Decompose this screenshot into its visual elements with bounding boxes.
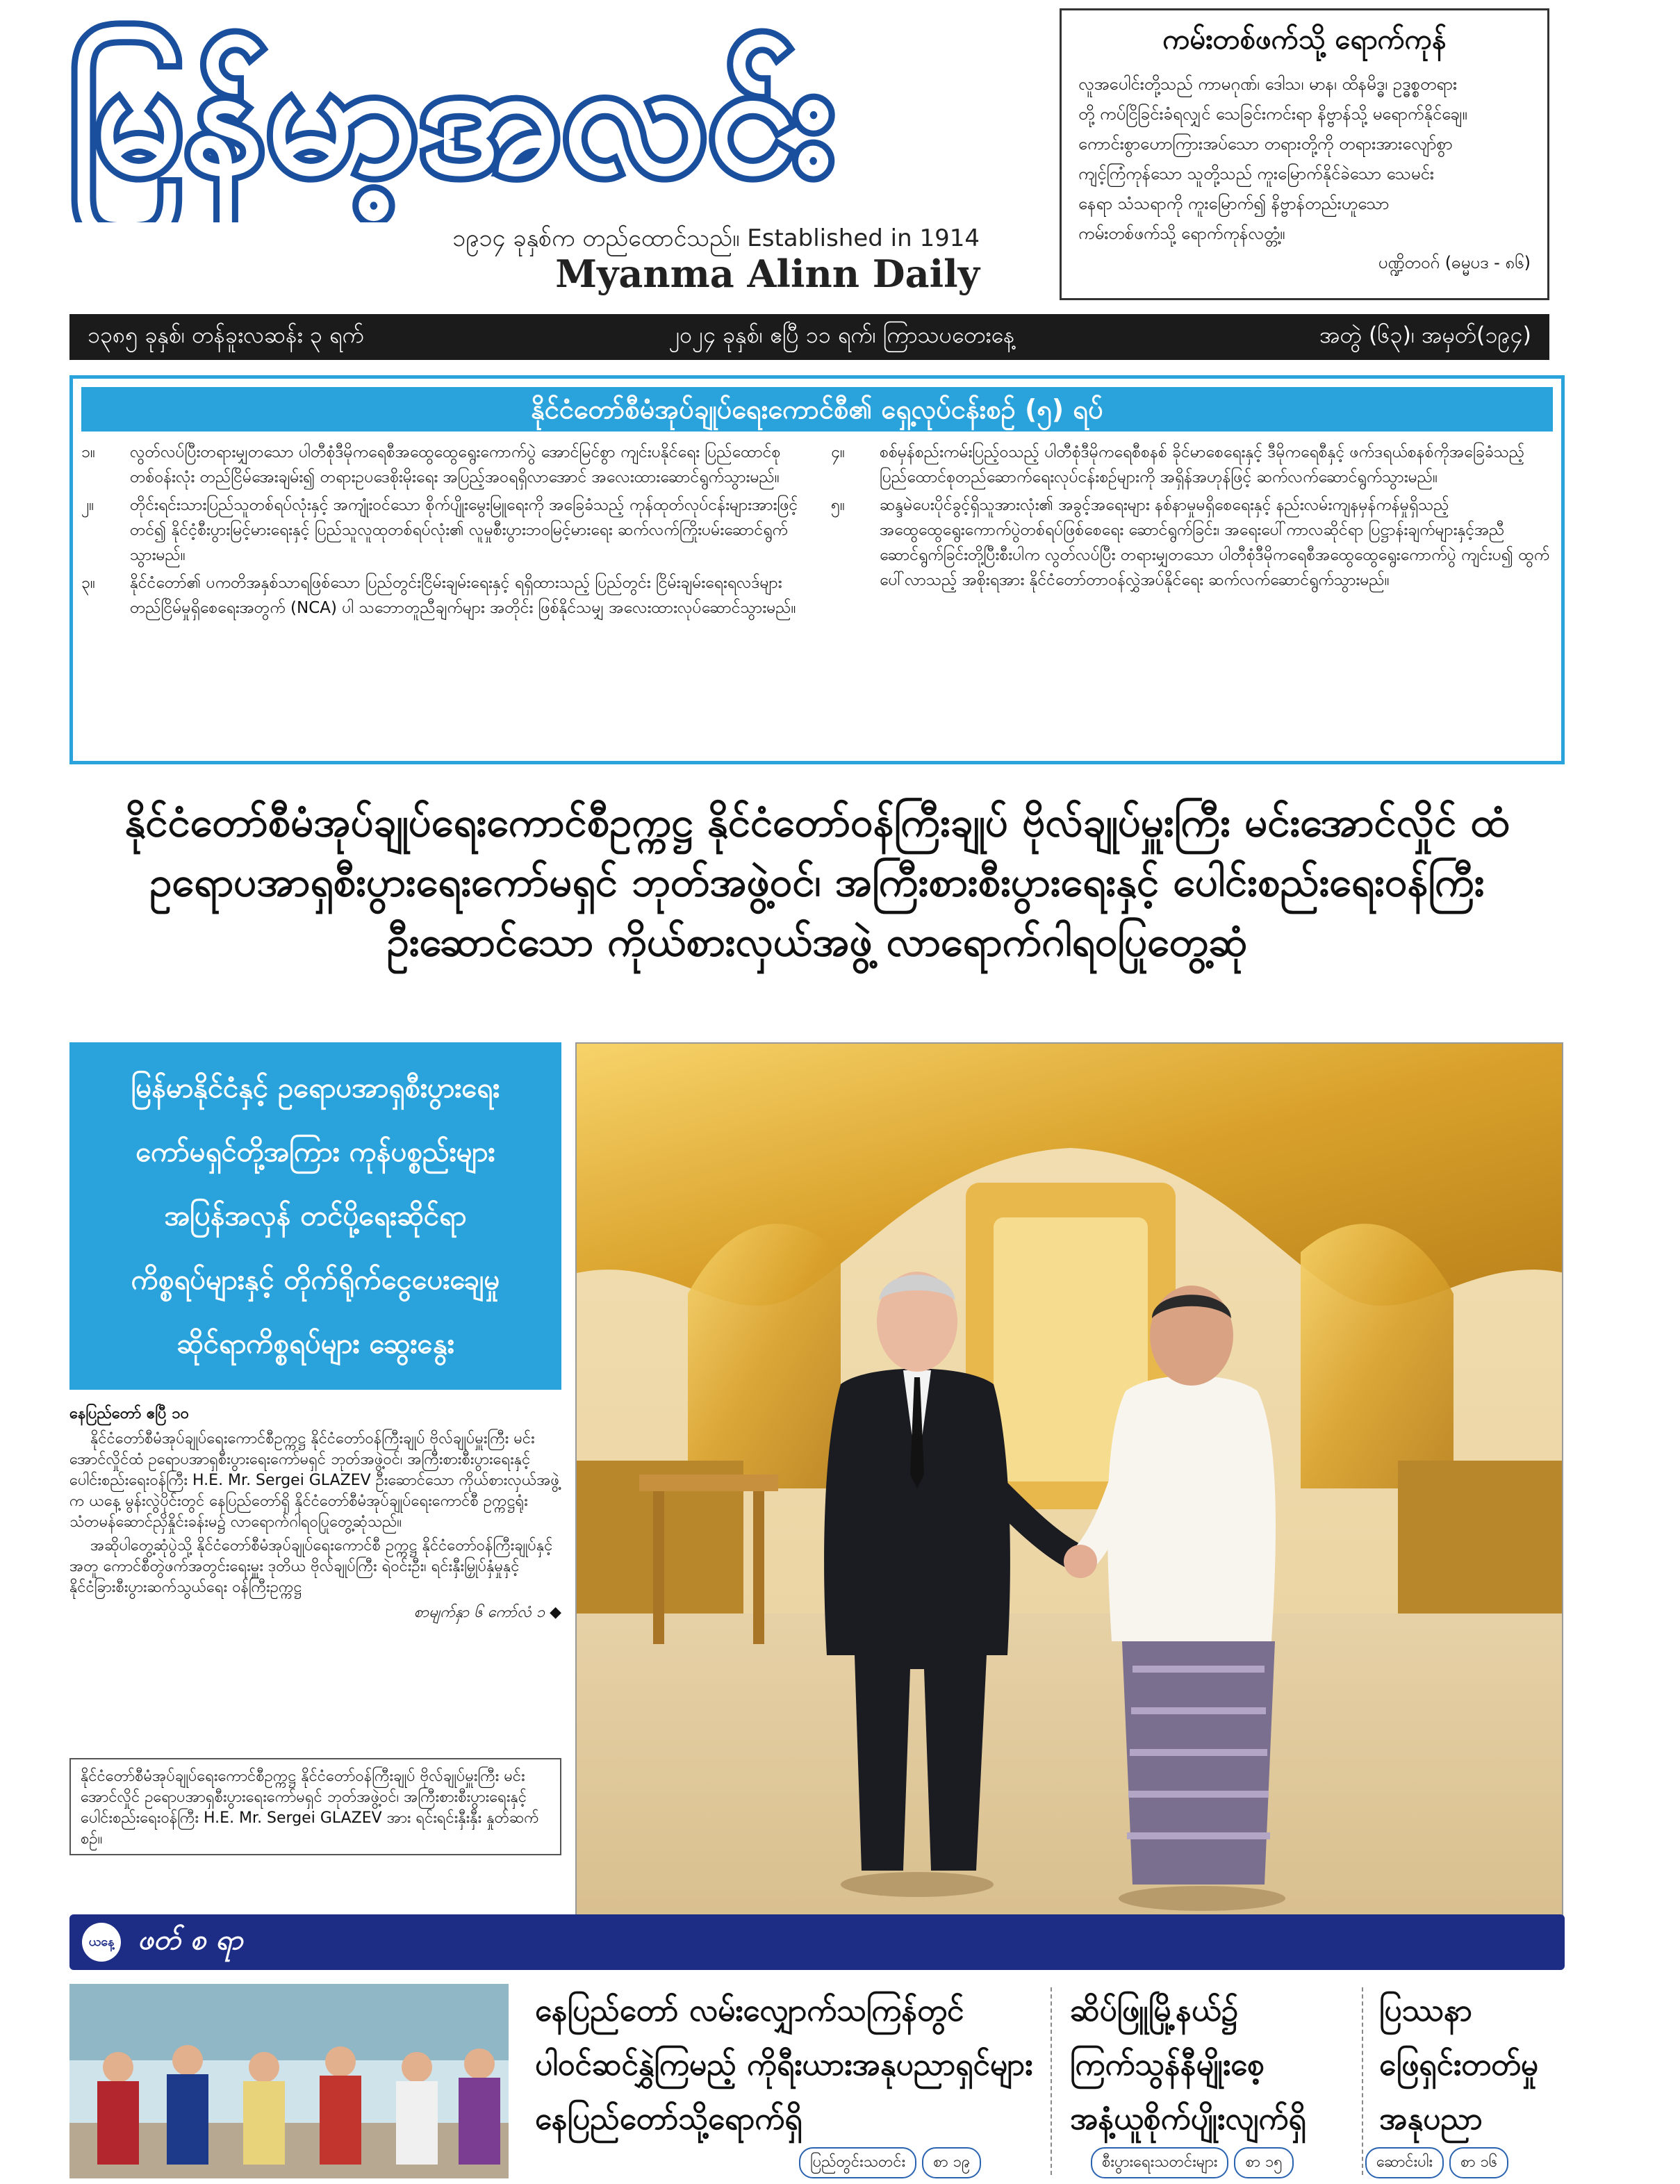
article-body bbox=[69, 1404, 561, 1623]
objective-item bbox=[831, 493, 1553, 593]
today-reading-label: ဖတ် စ ရာ bbox=[138, 1923, 243, 1956]
page-ref: စာ ၁၅ bbox=[1234, 2147, 1293, 2178]
objective-item bbox=[831, 440, 1553, 490]
festival-photo-illustration bbox=[69, 1984, 509, 2178]
teaser-headline-line: ကြက်သွန်နီမျိုးစေ့ bbox=[1070, 2047, 1265, 2083]
subheadline-line: ဆိုင်ရာကိစ္စရပ်များ ဆွေးနွေး bbox=[176, 1328, 454, 1360]
objective-text: စစ်မှန်စည်းကမ်းပြည့်ဝသည့် ပါတီစုံဒီမိုကရေစီစနစ် ခိုင်မာစေရေးနှင့် ဒီမိုကရေစီနှင့် ဖက်ဒရယ်စနစ်ကိုအခြေခံသည့် ပြည်ထောင်စုတည်ဆောက်ရေးလုပ်ငန်းစဉ်များကို အရှိန်အဟုန်ဖြင့် ဆက်လက်ဆောင်ရွက်သွားမည်။ bbox=[880, 443, 1525, 486]
teaser-photo bbox=[69, 1984, 509, 2178]
page-ref: စာ ၁၆ bbox=[1449, 2147, 1508, 2178]
section-label: ပြည်တွင်းသတင်း bbox=[799, 2147, 916, 2178]
masthead-established: ၁၉၁၄ ခုနှစ်က တည်ထောင်သည်။ Established in 1914 bbox=[452, 224, 980, 252]
teaser-2-ref[interactable] bbox=[1091, 2147, 1294, 2178]
objective-text: တိုင်းရင်းသားပြည်သူတစ်ရပ်လုံးနှင့် အကျုံးဝင်သော စိုက်ပျိုးမွေးမြူရေးကို အခြေခံသည့် ကုန်ထုတ်လုပ်ငန်းများအားဖြင့်တင်၍ နိုင်ငံ့စီးပွားမြင့်မားရေးနှင့် ပြည်သူလူထုတစ်ရပ်လုံး၏ လူမှုစီးပွားဘဝမြင့်မားရေး ဆက်လက်ကြိုးပမ်းဆောင်ရွက်သွားမည်။ bbox=[130, 496, 798, 564]
subheadline-line: ကော်မရှင်တို့အကြား ကုန်ပစ္စည်းများ bbox=[135, 1136, 495, 1168]
teaser-story-2[interactable] bbox=[1070, 1984, 1355, 2146]
subheadline-line: အပြန်အလှန် တင်ပို့ရေးဆိုင်ရာ bbox=[164, 1200, 467, 1232]
quote-title: ကမ်းတစ်ဖက်သို့ ရောက်ကုန် bbox=[1162, 24, 1447, 56]
section-label: ဆောင်းပါး bbox=[1365, 2147, 1444, 2178]
article-paragraph: အဆိုပါတွေ့ဆုံပွဲသို့ နိုင်ငံတော်စီမံအုပ်ချုပ်ရေးကောင်စီ ဥက္ကဋ္ဌ နိုင်ငံတော်ဝန်ကြီးချုပ်နှင့်အတူ ကောင်စီတွဲဖက်အတွင်းရေးမှူး ဒုတိယ ဗိုလ်ချုပ်ကြီး ရဲဝင်းဦး၊ ရင်းနှီးမြှုပ်နှံမှုနှင့် နိုင်ငံခြားစီးပွားဆက်သွယ်ရေး ဝန်ကြီးဥက္ကဋ္ဌ bbox=[69, 1537, 553, 1596]
quote-line: ကောင်းစွာဟောကြားအပ်သော တရားတို့ကို တရားအားလျော်စွာ bbox=[1078, 134, 1453, 154]
myanmar-date: ၁၃၈၅ ခုနှစ်၊ တန်ခူးလဆန်း ၃ ရက် bbox=[88, 322, 364, 348]
subheadline-box bbox=[69, 1042, 561, 1390]
section-label: စီးပွားရေးသတင်းများ bbox=[1091, 2147, 1228, 2178]
date-bar bbox=[69, 314, 1549, 360]
photo-caption: နိုင်ငံတော်စီမံအုပ်ချုပ်ရေးကောင်စီဥက္ကဋ္ဌ နိုင်ငံတော်ဝန်ကြီးချုပ် ဗိုလ်ချုပ်မှူးကြီး မင်းအောင်လှိုင် ဥရောပအာရှစီးပွားရေးကော်မရှင် ဘုတ်အဖွဲ့ဝင်၊ အကြီးစားစီးပွားရေးနှင့် ပေါင်းစည်းရေးဝန်ကြီး H.E. Mr. Sergei GLAZEV အား ရင်းရင်းနှီးနှီး နှုတ်ဆက်စဉ်။ bbox=[69, 1758, 561, 1855]
masthead-logo: မြန်မာ့အလင်း bbox=[69, 28, 836, 208]
quote-line: နေရာ သံသရာကို ကူးမြောက်၍ နိဗ္ဗာန်တည်းဟူသော bbox=[1078, 194, 1390, 213]
objective-text: ဆန္ဒမဲပေးပိုင်ခွင့်ရှိသူအားလုံး၏ အခွင့်အရေးများ နစ်နာမှုမရှိစေရေးနှင့် နည်းလမ်းကျနမှန်ကန်မှုရှိသည့် အထွေထွေရွေးကောက်ပွဲတစ်ရပ်ဖြစ်စေရေး ဆောင်ရွက်ခြင်း၊ အရေးပေါ်ကာလဆိုင်ရာ ပြဋ္ဌာန်းချက်များနှင့်အညီ ဆောင်ရွက်ခြင်းတို့ပြီးစီးပါက လွတ်လပ်ပြီး တရားမျှတသော ပါတီစုံဒီမိုကရေစီအထွေထွေရွေးကောက်ပွဲ ကျင်းပ၍ ထွက်ပေါ်လာသည့် အစိုးရအား နိုင်ငံတော်တာဝန်လွှဲအပ်နိုင်ရေး ဆက်လက်ဆောင်ရွက်သွားမည်။ bbox=[880, 496, 1550, 589]
objectives-column-left bbox=[81, 440, 803, 623]
objective-text: လွတ်လပ်ပြီးတရားမျှတသော ပါတီစုံဒီမိုကရေစီအထွေထွေရွေးကောက်ပွဲ အောင်မြင်စွာ ကျင်းပနိုင်ရေး ပြည်ထောင်စုတစ်ဝန်းလုံး တည်ငြိမ်အေးချမ်း၍ တရားဥပဒေစိုးမိုးရေး အပြည့်အဝရရှိလာအောင် အလေးထားဆောင်ရွက်သွားမည်။ bbox=[130, 443, 781, 486]
article-paragraph: နိုင်ငံတော်စီမံအုပ်ချုပ်ရေးကောင်စီဥက္ကဋ္ဌ နိုင်ငံတော်ဝန်ကြီးချုပ် ဗိုလ်ချုပ်မှူးကြီး မင်းအောင်လှိုင်ထံ ဥရောပအာရှစီးပွားရေးကော်မရှင် ဘုတ်အဖွဲ့ဝင်၊ အကြီးစားစီးပွားရေးနှင့် ပေါင်းစည်းရေးဝန်ကြီး H.E. Mr. Sergei GLAZEV ဦးဆောင်သော ကိုယ်စားလှယ်အဖွဲ့က ယနေ့ မွန်းလွဲပိုင်းတွင် နေပြည်တော်ရှိ နိုင်ငံတော်စီမံအုပ်ချုပ်ရေးကောင်စီ ဥက္ကဋ္ဌရုံး သံတမန်ဆောင်ညှိနှိုင်းခန်းမ၌ လာရောက်ဂါရဝပြုတွေ့ဆုံသည်။ bbox=[69, 1430, 560, 1531]
teaser-3-ref[interactable] bbox=[1365, 2147, 1508, 2178]
objective-item bbox=[81, 493, 803, 568]
objectives-box bbox=[69, 375, 1565, 764]
column-divider bbox=[1362, 1987, 1363, 2175]
objective-text: နိုင်ငံတော်၏ ပကတိအနှစ်သာရဖြစ်သော ပြည်တွင်းငြိမ်းချမ်းရေးနှင့် ရရှိထားသည့် ပြည်တွင်း ငြိမ်းချမ်းရေးရလဒ်များ တည်ငြိမ်မှုရှိစေရေးအတွက် (NCA) ပါ သဘောတူညီချက်များ အတိုင်း ဖြစ်နိုင်သမျှ အလေးထားလုပ်ဆောင်သွားမည်။ bbox=[130, 574, 796, 617]
teaser-headline-line: အနံ့ယူစိုက်ပျိုးလျက်ရှိ bbox=[1070, 2101, 1306, 2137]
teaser-headline-line: နေပြည်တော်သို့ရောက်ရှိ bbox=[535, 2101, 802, 2137]
today-badge: ယနေ့ bbox=[82, 1923, 121, 1962]
column-divider bbox=[1051, 1987, 1052, 2175]
objective-number: ၄။ bbox=[831, 443, 845, 461]
teaser-headline-line: ဆိပ်ဖြူမြို့နယ်၌ bbox=[1070, 1993, 1239, 2028]
main-headline bbox=[69, 792, 1565, 971]
objective-number: ၁။ bbox=[81, 443, 95, 461]
teaser-headline-line: အနုပညာ bbox=[1379, 2101, 1483, 2137]
teaser-headline-line: ပါဝင်ဆင်နွှဲကြမည့် ကိုရီးယားအနုပညာရှင်များ bbox=[535, 2047, 1033, 2083]
teaser-story-1[interactable] bbox=[535, 1984, 1035, 2146]
quote-line: တို့ ကပ်ငြိခြင်းခံရလျှင် သေခြင်းကင်းရာ နိဗ္ဗာန်သို့ မရောက်နိုင်ချေ။ bbox=[1078, 104, 1467, 124]
subheadline-line: ကိစ္စရပ်များနှင့် တိုက်ရိုက်ငွေပေးချေမှု bbox=[131, 1264, 500, 1296]
objective-number: ၃။ bbox=[81, 574, 95, 592]
teaser-headline-line: နေပြည်တော် လမ်းလျှောက်သကြန်တွင် bbox=[535, 1993, 964, 2028]
subheadline-line: မြန်မာနိုင်ငံနှင့် ဥရောပအာရှစီးပွားရေး bbox=[131, 1072, 500, 1104]
objective-number: ၅။ bbox=[831, 496, 845, 514]
gregorian-date: ၂၀၂၄ ခုနှစ်၊ ဧပြီ ၁၁ ရက်၊ ကြာသပတေးနေ့ bbox=[668, 322, 1015, 348]
teaser-headline-line: ပြဿနာ bbox=[1379, 1993, 1472, 2028]
main-photo bbox=[575, 1042, 1563, 1960]
teaser-1-ref[interactable] bbox=[799, 2147, 981, 2178]
objective-item bbox=[81, 570, 803, 621]
teaser-story-3[interactable] bbox=[1379, 1984, 1563, 2146]
quote-source: ပဏ္ဍိတဝဂ် (ဓမ္မပဒ - ၈၆) bbox=[1378, 253, 1531, 272]
page-ref: စာ ၁၉ bbox=[922, 2147, 981, 2178]
quote-line: ကမ်းတစ်ဖက်သို့ ရောက်ကုန်လတ္တံ့။ bbox=[1078, 224, 1285, 243]
objective-item bbox=[81, 440, 803, 490]
dhamma-quote-box bbox=[1060, 8, 1549, 300]
objective-number: ၂။ bbox=[81, 496, 94, 514]
volume-number: အတွဲ (၆၃)၊ အမှတ်(၁၉၄) bbox=[1319, 322, 1531, 348]
meeting-photo-illustration bbox=[577, 1044, 1563, 1960]
teaser-headline-line: ဖြေရှင်းတတ်မှု bbox=[1379, 2047, 1538, 2083]
objectives-title: နိုင်ငံတော်စီမံအုပ်ချုပ်ရေးကောင်စီ၏ ရှေ့လုပ်ငန်းစဉ် (၅) ရပ် bbox=[81, 387, 1553, 432]
headline-line: နိုင်ငံတော်စီမံအုပ်ချုပ်ရေးကောင်စီဥက္ကဋ္ဌ နိုင်ငံတော်ဝန်ကြီးချုပ် ဗိုလ်ချုပ်မှူးကြီး မင်းအောင်လှိုင် ထံ bbox=[124, 798, 1510, 846]
quote-line: ကျင့်ကြံကုန်သော သူတို့သည် ကူးမြောက်နိုင်ခဲသော သေမင်း bbox=[1078, 164, 1435, 183]
today-reading-bar bbox=[69, 1914, 1565, 1970]
article-dateline: နေပြည်တော် ဧပြီ ၁၀ bbox=[69, 1405, 189, 1422]
continue-note: စာမျက်နှာ ၆ ကော်လံ ၁ ◆ bbox=[413, 1604, 561, 1621]
quote-line: လူအပေါင်းတို့သည် ကာမဂုဏ်၊ ဒေါသ၊ မာန၊ ထိနမိဒ္ဓ၊ ဥဒ္ဓစ္စတရား bbox=[1078, 74, 1458, 94]
headline-line: ဥရောပအာရှစီးပွားရေးကော်မရှင် ဘုတ်အဖွဲ့ဝင်၊ အကြီးစားစီးပွားရေးနှင့် ပေါင်းစည်းရေးဝန်ကြီး bbox=[149, 858, 1485, 905]
masthead-english-name: Myanma Alinn Daily bbox=[555, 252, 980, 296]
headline-line: ဦးဆောင်သော ကိုယ်စားလှယ်အဖွဲ့ လာရောက်ဂါရဝပြုတွေ့ဆုံ bbox=[386, 918, 1248, 965]
objectives-column-right bbox=[831, 440, 1553, 623]
